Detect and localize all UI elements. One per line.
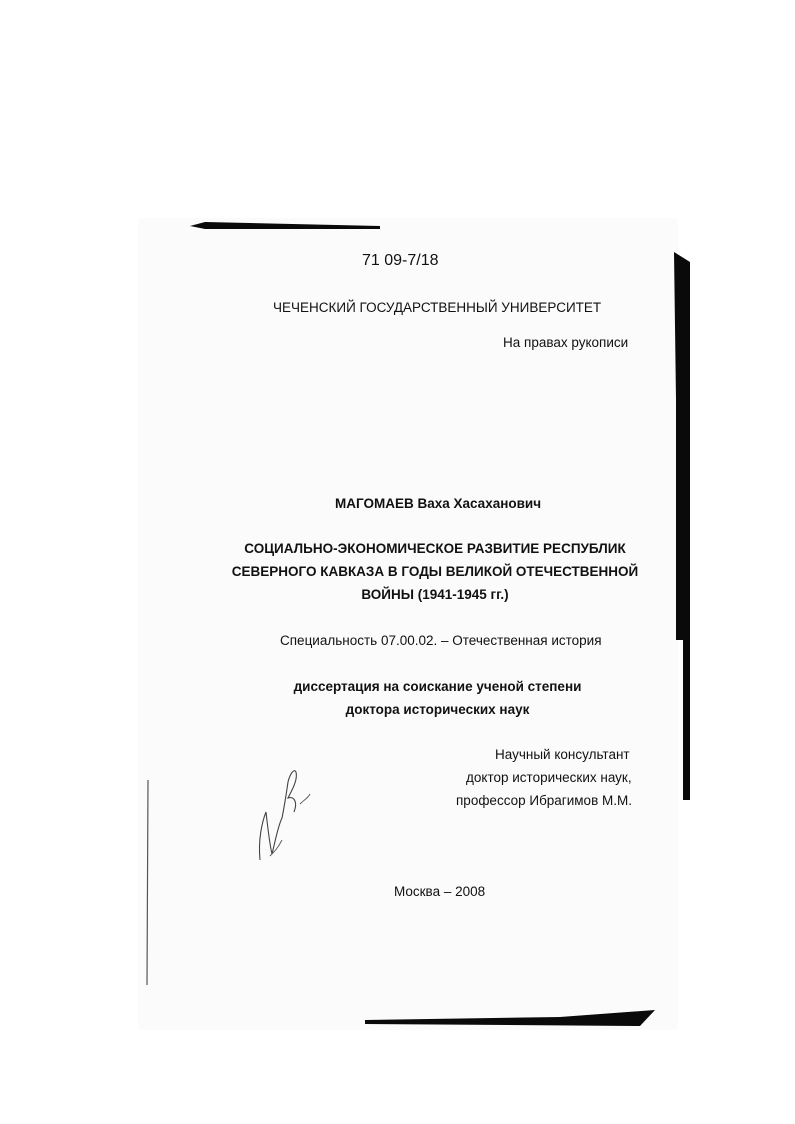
city-year: Москва – 2008 — [394, 884, 486, 899]
bottom-edge-shadow — [365, 1010, 655, 1026]
document-code: 71 09-7/18 — [362, 252, 439, 269]
top-edge-shadow — [190, 222, 380, 229]
university-name: ЧЕЧЕНСКИЙ ГОСУДАРСТВЕННЫЙ УНИВЕРСИТЕТ — [273, 300, 602, 315]
degree-line-2: доктора исторических наук — [345, 702, 530, 717]
specialty-line: Специальность 07.00.02. – Отечественная история — [280, 633, 602, 648]
thesis-title-line-1: СОЦИАЛЬНО-ЭКОНОМИЧЕСКОЕ РАЗВИТИЕ РЕСПУБЛИК — [244, 541, 626, 556]
advisor-role: Научный консультант — [495, 747, 630, 762]
author-name: МАГОМАЕВ Ваха Хасаханович — [335, 496, 542, 511]
degree-line-1: диссертация на соискание ученой степени — [293, 679, 582, 694]
right-edge-shadow — [674, 252, 690, 800]
handwritten-signature — [248, 760, 323, 875]
thesis-title-line-3: ВОЙНЫ (1941-1945 гг.) — [361, 587, 509, 602]
left-edge-line — [147, 780, 148, 985]
advisor-name: профессор Ибрагимов М.М. — [456, 793, 632, 808]
manuscript-rights-note: На правах рукописи — [503, 335, 629, 350]
thesis-title-line-2: СЕВЕРНОГО КАВКАЗА В ГОДЫ ВЕЛИКОЙ ОТЕЧЕСТВЕННОЙ — [231, 564, 639, 579]
advisor-degree: доктор исторических наук, — [466, 770, 632, 785]
